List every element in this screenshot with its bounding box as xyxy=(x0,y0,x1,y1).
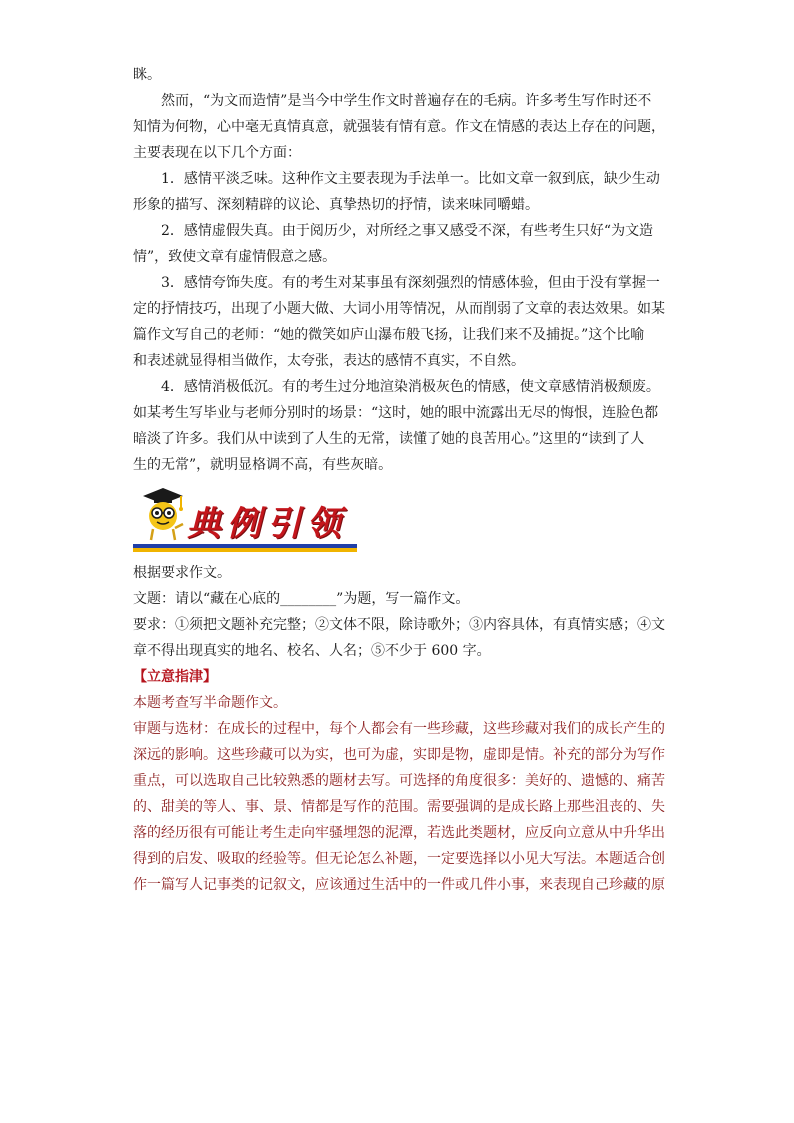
text-line: 1．感情平淡乏味。这种作文主要表现为手法单一。比如文章一叙到底，缺少生动 xyxy=(161,171,660,187)
section-header-banner xyxy=(133,482,663,554)
text-line: 4．感情消极低沉。有的考生过分地渲染消极灰色的情感，使文章感情消极颓废。 xyxy=(161,379,660,395)
analysis-summary: 本题考查写半命题作文。 xyxy=(133,695,287,711)
text-line: 要求：①须把文题补充完整；②文体不限，除诗歌外；③内容具体，有真情实感；④文 xyxy=(133,617,665,633)
text-line: 落的经历很有可能让考生走向牢骚埋怨的泥潭，若选此类题材，应反向立意从中升华出 xyxy=(133,825,665,841)
analysis-heading: 【立意指津】 xyxy=(133,669,217,685)
text-line: 然而，“为文而造情”是当今中学生作文时普遍存在的毛病。许多考生写作时还不 xyxy=(161,93,652,109)
text-line: 和表述就显得相当做作，太夸张，表达的感情不真实，不自然。 xyxy=(133,353,525,369)
text-line: 的、甜美的等人、事、景、情都是写作的范围。需要强调的是成长路上那些沮丧的、失 xyxy=(133,799,665,815)
text-line: 暗淡了许多。我们从中读到了人生的无常，读懂了她的良苦用心。”这里的“读到了人 xyxy=(133,431,645,447)
task-topic: 文题：请以“藏在心底的________”为题，写一篇作文。 xyxy=(133,591,470,607)
text-line: 重点，可以选取自己比较熟悉的题材去写。可选择的角度很多：美好的、遗憾的、痛苦 xyxy=(133,773,665,789)
text-line: 主要表现在以下几个方面： xyxy=(133,145,301,161)
list-item-1 xyxy=(133,166,663,218)
text-line: 形象的描写、深刻精辟的议论、真挚热切的抒情，读来味同嚼蜡。 xyxy=(133,197,539,213)
section-title: 典例引领 xyxy=(187,504,347,544)
text-line: 深远的影响。这些珍藏可以为实，也可为虚，实即是物，虚即是情。补充的部分为写作 xyxy=(133,747,665,763)
continued-text: 眯。 xyxy=(133,67,161,83)
task-instruction: 根据要求作文。 xyxy=(133,565,231,581)
text-line: 如某考生写毕业与老师分别时的场景：“这时，她的眼中流露出无尽的悔恨，连脸色都 xyxy=(133,405,659,421)
text-line: 知情为何物，心中毫无真情真意，就强装有情有意。作文在情感的表达上存在的问题， xyxy=(133,119,665,135)
text-line: 2．感情虚假失真。由于阅历少，对所经之事又感受不深，有些考生只好“为文造 xyxy=(161,223,654,239)
list-item-2 xyxy=(133,218,663,270)
text-line: 作一篇写人记事类的记叙文，应该通过生活中的一件或几件小事，来表现自己珍藏的原 xyxy=(133,877,665,893)
text-line: 定的抒情技巧，出现了小题大做、大词小用等情况，从而削弱了文章的表达效果。如某 xyxy=(133,301,665,317)
header-underline-yellow xyxy=(133,548,357,552)
list-item-3 xyxy=(133,270,663,374)
page-content xyxy=(133,62,663,898)
text-line: 章不得出现真实的地名、校名、人名；⑤不少于 600 字。 xyxy=(133,643,491,659)
text-line: 篇作文写自己的老师：“她的微笑如庐山瀑布般飞扬，让我们来不及捕捉。”这个比喻 xyxy=(133,327,645,343)
analysis-body xyxy=(133,716,663,898)
text-line: 生的无常”，就明显格调不高，有些灰暗。 xyxy=(133,457,393,473)
text-line: 审题与选材：在成长的过程中，每个人都会有一些珍藏，这些珍藏对我们的成长产生的 xyxy=(133,721,665,737)
task-requirements xyxy=(133,612,663,664)
scholar-mascot-icon xyxy=(137,484,185,544)
paragraph-intro xyxy=(133,88,663,166)
list-item-4 xyxy=(133,374,663,478)
text-line: 情”，致使文章有虚情假意之感。 xyxy=(133,249,337,265)
text-line: 3．感情夸饰失度。有的考生对某事虽有深刻强烈的情感体验，但由于没有掌握一 xyxy=(161,275,660,291)
text-line: 得到的启发、吸取的经验等。但无论怎么补题，一定要选择以小见大写法。本题适合创 xyxy=(133,851,665,867)
